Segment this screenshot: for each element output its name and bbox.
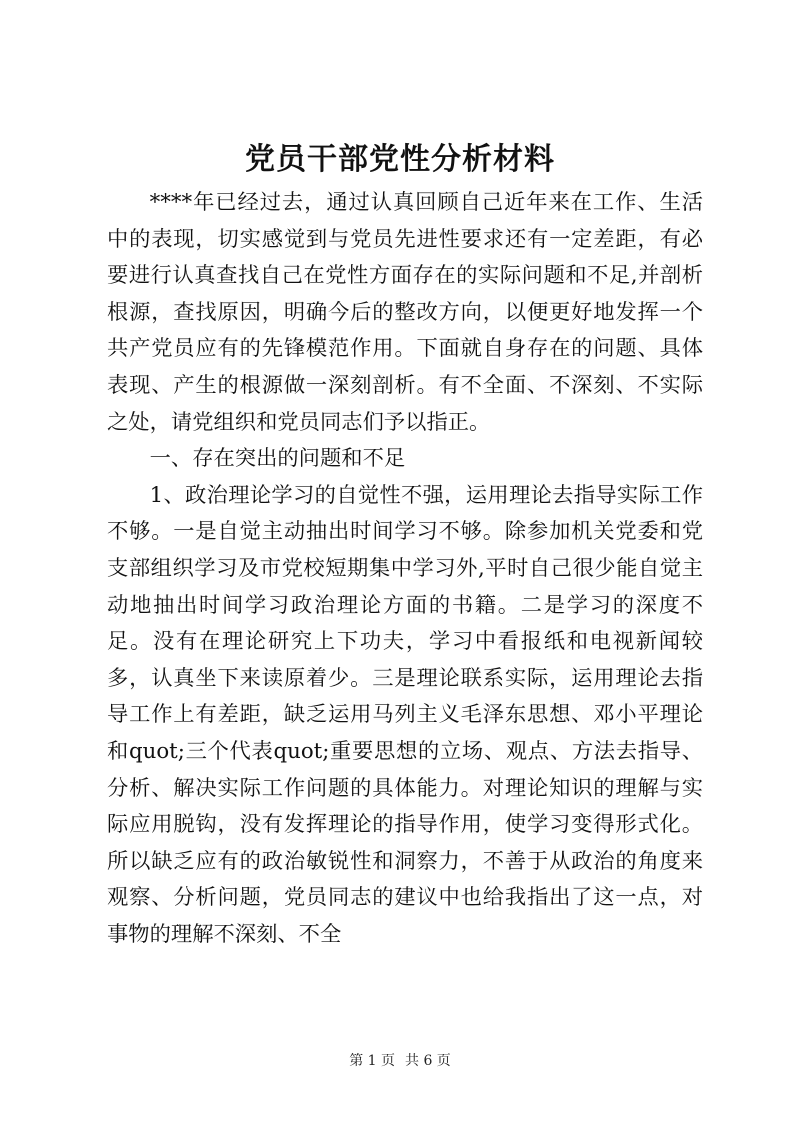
page-total: 共 6 页: [405, 1053, 451, 1069]
body-paragraph: 1、政治理论学习的自觉性不强，运用理论去指导实际工作不够。一是自觉主动抽出时间学习不够。除参加机关党委和党支部组织学习及市党校短期集中学习外,平时自己很少能自觉主动地抽出时间学习政治理论方面的书籍。二是学习的深度不足。没有在理论研究上下功夫，学习中看报纸和电视新闻较多，认真坐下来读原着少。三是理论联系实际，运用理论去指导工作上有差距，缺乏运用马列主义毛泽东思想、邓小平理论和quot;三个代表quot;重要思想的立场、观点、方法去指导、分析、解决实际工作问题的具体能力。对理论知识的理解与实际应用脱钩，没有发挥理论的指导作用，使学习变得形式化。所以缺乏应有的政治敏锐性和洞察力，不善于从政治的角度来观察、分析问题，党员同志的建议中也给我指出了这一点，对事物的理解不深刻、不全: [107, 482, 703, 947]
document-body: [107, 185, 703, 953]
page-footer: [0, 1051, 800, 1071]
document-title: 党员干部党性分析材料: [245, 142, 555, 177]
intro-paragraph: ****年已经过去，通过认真回顾自己近年来在工作、生活中的表现，切实感觉到与党员先进性要求还有一定差距，有必要进行认真查找自己在党性方面存在的实际问题和不足,并剖析根源，查找原因，明确今后的整改方向，以便更好地发挥一个共产党员应有的先锋模范作用。下面就自身存在的问题、具体表现、产生的根源做一深刻剖析。有不全面、不深刻、不实际之处，请党组织和党员同志们予以指正。: [107, 190, 703, 435]
section-heading: 一、存在突出的问题和不足: [149, 446, 406, 472]
page-number: 第 1 页: [349, 1053, 395, 1069]
